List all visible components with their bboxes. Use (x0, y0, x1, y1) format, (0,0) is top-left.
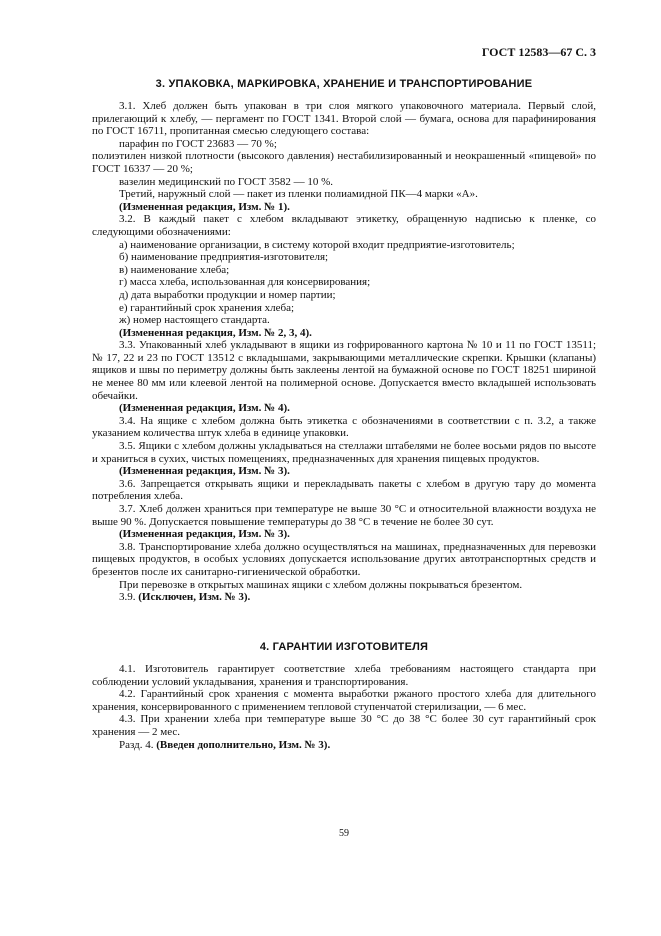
list-item: д) дата выработки продукции и номер партии; (119, 288, 336, 301)
list-item: а) наименование организации, в систему которой входит предприятие-изготовитель; (119, 238, 515, 251)
clause-3-7: 3.7. Хлеб должен храниться при температуре не выше 30 °С и относительной влажности воздуха не выше 90 %. Допускается повышение температуры до 38 °С в течение не более 30 сут. (92, 503, 596, 528)
section-4-title: 4. ГАРАНТИИ ИЗГОТОВИТЕЛЯ (259, 641, 429, 653)
amendment-note: (Измененная редакция, Изм. № 1). (119, 200, 290, 213)
running-header: ГОСТ 12583—67 С. 3 (481, 45, 596, 59)
list-item: е) гарантийный срок хранения хлеба; (119, 301, 295, 314)
section-4-body (92, 663, 596, 751)
list-item: ж) номер настоящего стандарта. (119, 314, 270, 327)
clause-3-5: 3.5. Ящики с хлебом должны укладываться на стеллажи штабелями не более восьми рядов по высоте и храниться в сухих, чистых помещениях, предназначенных для хранения пищевых продуктов. (92, 440, 596, 465)
clause-number: 3.9. (119, 591, 139, 604)
clause-3-3: 3.3. Упакованный хлеб укладывают в ящики из гофрированного картона № 10 и 11 по ГОСТ 13511; № 17, 22 и 23 по ГОСТ 13512 с вкладышами, закрывающими металлические скрепки. Крышки (клапаны) ящиков и швы по периметру должны быть заклеены лентой на бумажной основе по ГОСТ 18251 шириной не менее 80 мм или клеевой лентой на полимерной основе. Допускается вместо вкладышей использовать обечайки. (92, 339, 596, 402)
clause-4-1: 4.1. Изготовитель гарантирует соответствие хлеба требованиям настоящего стандарта при соблюдении условий укладывания, хранения и транспортирования. (92, 663, 596, 688)
list-item: в) наименование хлеба; (119, 263, 230, 276)
clause-3-4: 3.4. На ящике с хлебом должна быть этикетка с обозначениями в соответствии с п. 3.2, а также указанием количества штук хлеба в единице упаковки. (92, 414, 596, 440)
page-number: 59 (339, 828, 349, 839)
amendment-note: (Измененная редакция, Изм. № 4). (119, 402, 290, 415)
amendment-note: (Измененная редакция, Изм. № 3). (119, 528, 290, 541)
clause-3-1-paraffin: парафин по ГОСТ 23683 — 70 %; (119, 137, 277, 150)
clause-3-8-open-trucks: При перевозке в открытых машинах ящики с хлебом должны покрываться брезентом. (119, 578, 523, 591)
section-3-body (92, 100, 596, 604)
amendment-note: (Измененная редакция, Изм. № 2, 3, 4). (119, 326, 312, 339)
excluded-note: (Исключен, Изм. № 3). (138, 591, 251, 604)
clause-3-1-vaseline: вазелин медицинский по ГОСТ 3582 — 10 %. (119, 175, 334, 188)
clause-3-1-polyethylene: полиэтилен низкой плотности (высокого давления) нестабилизированный и неокрашенный «пищевой» по ГОСТ 16337 — 20 %; (92, 150, 596, 175)
amendment-note: (Измененная редакция, Изм. № 3). (119, 465, 290, 478)
added-note: (Введен дополнительно, Изм. № 3). (156, 738, 331, 751)
clause-3-1: 3.1. Хлеб должен быть упакован в три слоя мягкого упаковочного материала. Первый слой, прилегающий к хлебу, — пергамент по ГОСТ 1341. Второй слой — бумага, основа для парафинирования по ГОСТ 16711, пропитанная смесью следующего состава: (92, 100, 596, 138)
clause-4-3: 4.3. При хранении хлеба при температуре выше 30 °С до 38 °С более 30 сут гарантийный срок хранения — 2 мес. (92, 713, 596, 738)
clause-3-1-outer-layer: Третий, наружный слой — пакет из пленки полиамидной ПК—4 марки «А». (119, 188, 478, 201)
clause-3-9 (92, 591, 596, 604)
section-3-title: 3. УПАКОВКА, МАРКИРОВКА, ХРАНЕНИЕ И ТРАНСПОРТИРОВАНИЕ (155, 78, 533, 90)
section-ref: Разд. 4. (119, 738, 157, 751)
clause-3-6: 3.6. Запрещается открывать ящики и перекладывать пакеты с хлебом в другую тару до момента потребления хлеба. (92, 477, 596, 503)
list-item: г) масса хлеба, использованная для консервирования; (119, 276, 371, 289)
clause-3-8: 3.8. Транспортирование хлеба должно осуществляться на машинах, предназначенных для перевозки пищевых продуктов, в особых условиях допускается использование других автотранспортных средств и брезентов после их санитарно-гигиенической обработки. (92, 540, 596, 578)
list-item: б) наименование предприятия-изготовителя; (119, 251, 329, 264)
section-4-note (92, 739, 596, 752)
clause-3-2: 3.2. В каждый пакет с хлебом вкладывают этикетку, обращенную надписью к пленке, со следующими обозначениями: (92, 213, 596, 238)
clause-4-2: 4.2. Гарантийный срок хранения с момента выработки ржаного простого хлеба для длительного хранения, консервированного с применением тепловой ступенчатой стерилизации, — 6 мес. (92, 688, 596, 713)
